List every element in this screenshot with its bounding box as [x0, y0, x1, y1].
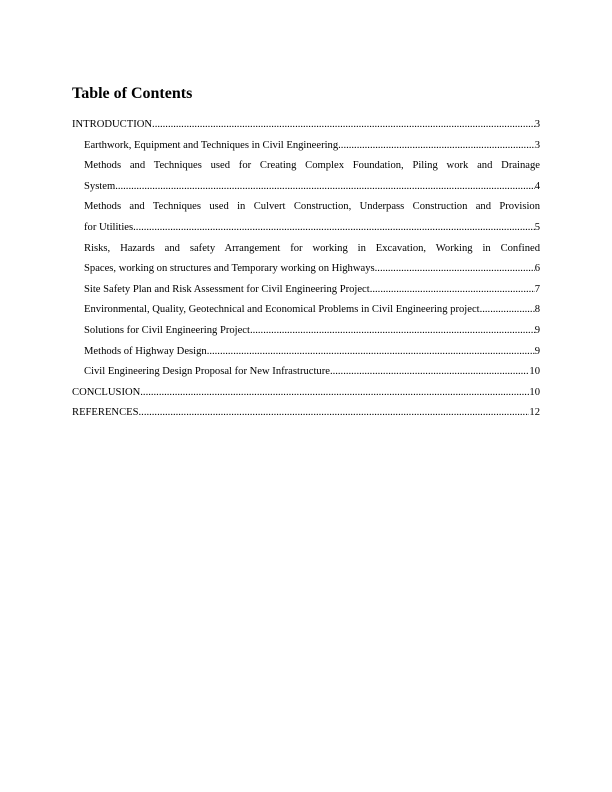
toc-entry-label: Civil Engineering Design Proposal for New Infrastructure	[84, 366, 330, 378]
toc-entry-label: INTRODUCTION	[72, 119, 153, 130]
toc-page-number: 6	[534, 263, 540, 275]
toc-page-number: 7	[534, 283, 540, 295]
toc-entry-label-line1: Methods and Techniques used for Creating Complex Foundation, Piling work and Drainage	[84, 160, 540, 172]
dot-leader	[330, 362, 529, 383]
toc-entry-label: Methods of Highway Design	[84, 345, 207, 357]
toc-page-number: 12	[529, 407, 540, 419]
toc-entry-label: CONCLUSION	[72, 386, 141, 398]
toc-entry-label: REFERENCES	[72, 407, 139, 419]
toc-entry-label-line1: Methods and Techniques used in Culvert Construction, Underpass Construction and Provision	[84, 201, 540, 213]
toc-entry-foundation-methods[interactable]	[72, 156, 540, 197]
toc-entry-highway-design[interactable]	[72, 342, 540, 363]
toc-entry-label-line1: Risks, Hazards and safety Arrangement for working in Excavation, Working in Confined	[84, 242, 540, 254]
dot-leader	[250, 321, 535, 342]
toc-page-number: 10	[529, 366, 540, 378]
dot-leader	[207, 342, 535, 363]
toc-entry-label-line2: System	[84, 180, 116, 192]
toc-page-number: 5	[534, 221, 540, 233]
dot-leader	[115, 177, 535, 198]
toc-entry-label: Site Safety Plan and Risk Assessment for Civil Engineering Project	[84, 283, 370, 295]
toc-page-number: 4	[534, 180, 540, 192]
dot-leader	[375, 259, 535, 280]
toc-entry-label: Solutions for Civil Engineering Project	[84, 324, 250, 336]
dot-leader	[370, 280, 535, 301]
page-title: Table of Contents	[72, 85, 193, 102]
table-of-contents	[72, 115, 540, 424]
toc-entry-label-line2: for Utilities	[84, 221, 134, 233]
toc-page-number: 3	[534, 119, 540, 130]
dot-leader	[152, 115, 535, 136]
dot-leader	[338, 136, 535, 157]
toc-entry-solutions[interactable]	[72, 321, 540, 342]
toc-entry-references[interactable]	[72, 403, 540, 424]
dot-leader	[480, 300, 535, 321]
toc-entry-risks-hazards[interactable]	[72, 239, 540, 280]
toc-entry-label: Earthwork, Equipment and Techniques in Civil Engineering	[84, 139, 339, 151]
toc-entry-label-line2: Spaces, working on structures and Temporary working on Highways	[84, 263, 375, 275]
toc-entry-introduction[interactable]	[72, 115, 540, 136]
toc-entry-earthwork[interactable]	[72, 136, 540, 157]
dot-leader	[133, 218, 535, 239]
dot-leader	[140, 383, 529, 404]
toc-entry-label: Environmental, Quality, Geotechnical and Economical Problems in Civil Engineering project	[84, 304, 480, 316]
toc-entry-site-safety[interactable]	[72, 280, 540, 301]
dot-leader	[139, 403, 530, 424]
toc-entry-environmental-problems[interactable]	[72, 300, 540, 321]
toc-page-number: 9	[534, 345, 540, 357]
toc-entry-design-proposal[interactable]	[72, 362, 540, 383]
toc-page-number: 9	[534, 324, 540, 336]
toc-entry-conclusion[interactable]	[72, 383, 540, 404]
toc-page-number: 3	[534, 139, 540, 151]
toc-page-number: 10	[529, 386, 540, 398]
toc-page-number: 8	[534, 304, 540, 316]
toc-entry-culvert-methods[interactable]	[72, 197, 540, 238]
